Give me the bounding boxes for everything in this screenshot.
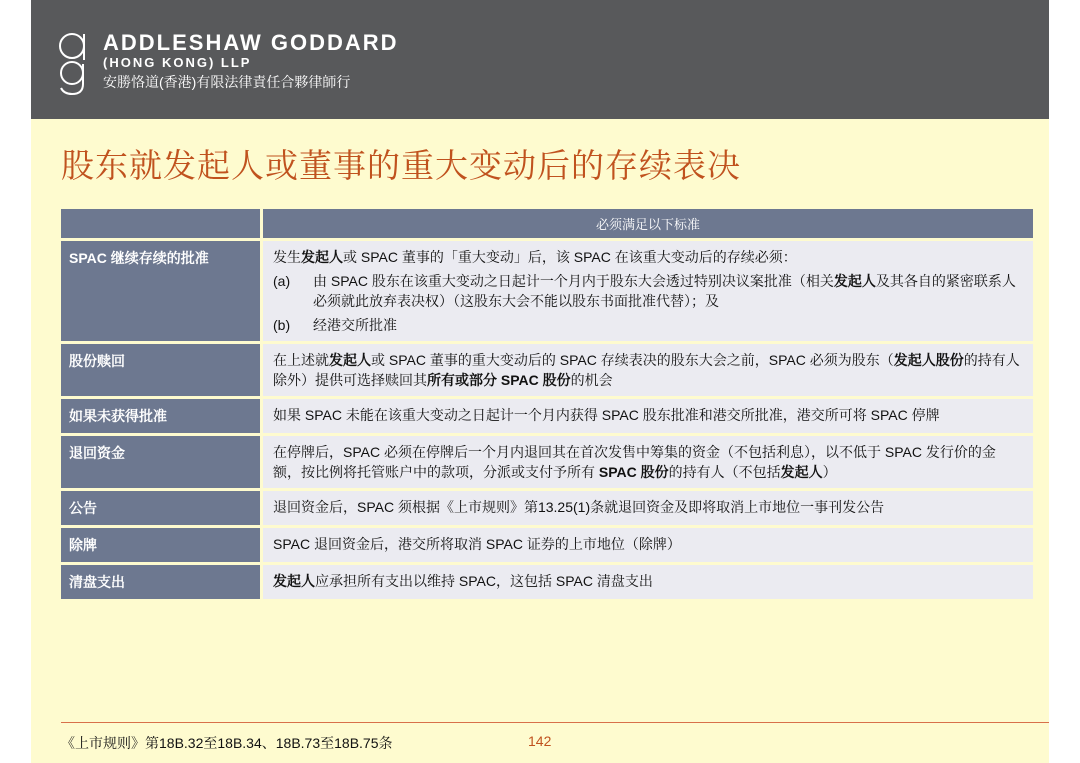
table-header-blank [61,209,260,238]
page-title: 股东就发起人或董事的重大变动后的存续表决 [61,146,741,185]
footer-divider [61,722,1049,723]
row-intro: 发生发起人或 SPAC 董事的「重大变动」后，该 SPAC 在该重大变动后的存续必须： [273,249,797,265]
row-label: 股份赎回 [61,344,260,396]
item-text: 经港交所批准 [313,317,397,333]
row-content: SPAC 退回资金后，港交所将取消 SPAC 证券的上市地位（除牌） [263,528,1033,562]
criteria-table [61,209,1033,602]
list-item [273,315,1023,335]
footer-reference: 《上市规则》第18B.32至18B.34、18B.73至18B.75条 [61,735,393,751]
firm-name: ADDLESHAW GODDARD [103,30,399,55]
row-content: 如果 SPAC 未能在该重大变动之日起计一个月内获得 SPAC 股东批准和港交所批准，港交所可将 SPAC 停牌 [263,399,1033,433]
row-label: 除牌 [61,528,260,562]
row-content: 在上述就发起人或 SPAC 董事的重大变动后的 SPAC 存续表决的股东大会之前，SPAC 必须为股东（发起人股份的持有人除外）提供可选择赎回其所有或部分 SPAC 股份的机会 [263,344,1033,396]
ag-logo-icon [57,26,89,96]
table-row [61,399,1033,433]
row-content [263,241,1033,341]
table-row [61,491,1033,525]
table-header: 必须满足以下标准 [263,209,1033,238]
table-row [61,241,1033,341]
table-row [61,436,1033,488]
item-marker: (b) [273,317,291,333]
firm-chinese-name: 安勝恪道(香港)有限法律責任合夥律師行 [103,74,351,90]
table-header-row [61,209,1033,238]
header-bar [31,0,1049,119]
item-text: 由 SPAC 股东在该重大变动之日起计一个月内于股东大会透过特别决议案批准（相关发起人及其各自的紧密联系人必须就此放弃表决权）（这股东大会不能以股东书面批准代替）；及 [313,273,1016,309]
row-label: 退回资金 [61,436,260,488]
row-label: 清盘支出 [61,565,260,599]
firm-subtitle: (HONG KONG) LLP [103,55,252,70]
table-row [61,565,1033,599]
table-row [61,528,1033,562]
row-content: 在停牌后，SPAC 必须在停牌后一个月内退回其在首次发售中筹集的资金（不包括利息），以不低于 SPAC 发行价的金额，按比例将托管账户中的款项，分派或支付予所有 SPAC 股份的持有人（不包括发起人） [263,436,1033,488]
list-item [273,271,1023,311]
row-content: 退回资金后，SPAC 须根据《上市规则》第13.25(1)条就退回资金及即将取消上市地位一事刊发公告 [263,491,1033,525]
row-label: 公告 [61,491,260,525]
page-number: 142 [528,733,552,749]
row-label: 如果未获得批准 [61,399,260,433]
table-row [61,344,1033,396]
row-label: SPAC 继续存续的批准 [61,241,260,341]
slide [31,0,1049,763]
item-marker: (a) [273,273,291,289]
row-content: 发起人应承担所有支出以维持 SPAC，这包括 SPAC 清盘支出 [263,565,1033,599]
